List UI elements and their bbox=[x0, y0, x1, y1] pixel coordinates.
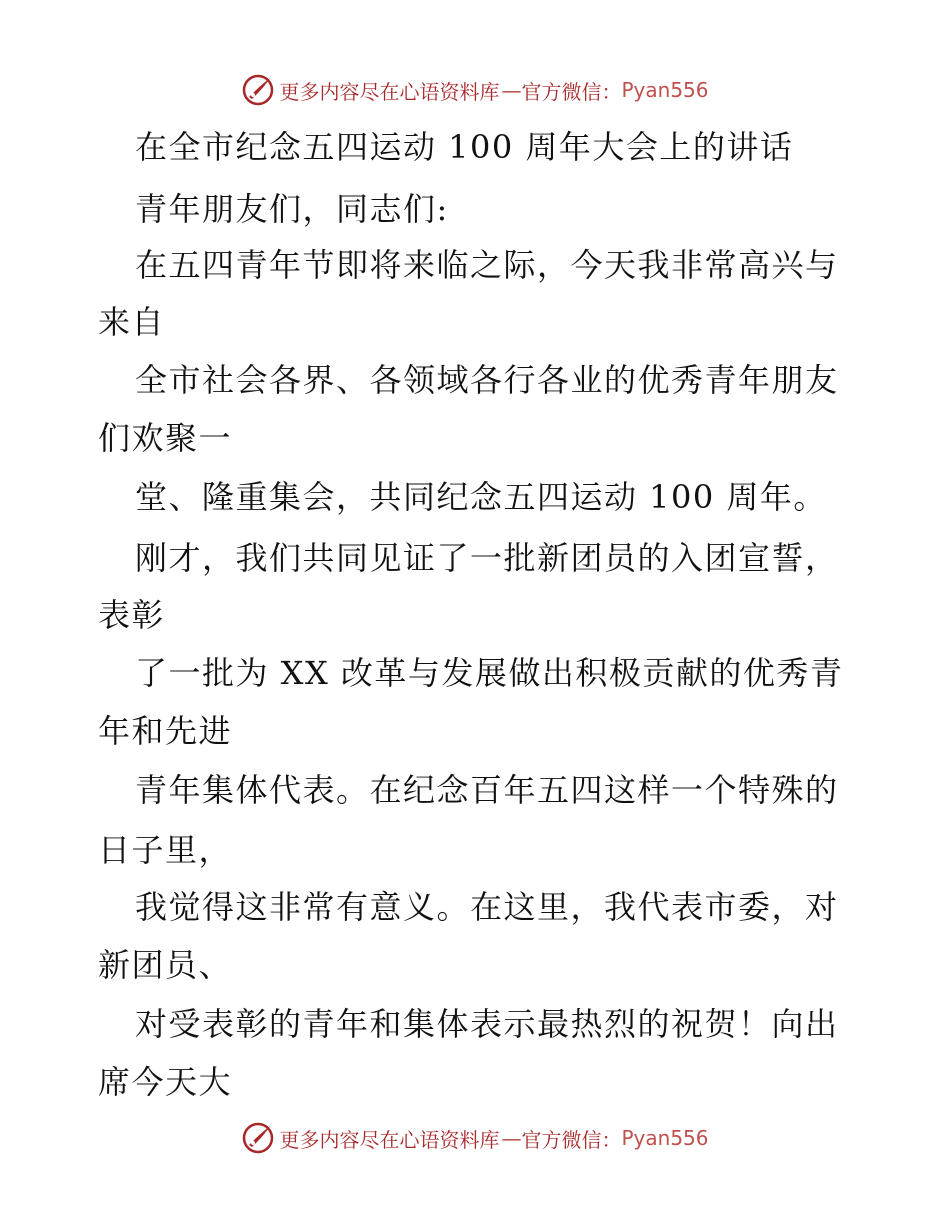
quill-logo-icon bbox=[241, 1121, 275, 1155]
text-line: 日子里， bbox=[98, 831, 233, 869]
banner-main-text: 更多内容尽在心语资料库 bbox=[279, 79, 500, 104]
footer-banner bbox=[0, 1118, 950, 1158]
text-line: 青年朋友们，同志们: bbox=[135, 190, 449, 228]
banner-wechat-handle: Pyan556 bbox=[621, 78, 709, 102]
text-line: 们欢聚一 bbox=[98, 419, 233, 457]
text-line: 我觉得这非常有意义。在这里，我代表市委，对 bbox=[135, 888, 839, 926]
text-line: 了一批为 XX 改革与发展做出积极贡献的优秀青 bbox=[135, 654, 844, 692]
banner-main-text: 更多内容尽在心语资料库 bbox=[279, 1127, 500, 1152]
banner-sub-text: 官方微信： bbox=[521, 79, 622, 104]
header-banner bbox=[0, 70, 950, 110]
text-line: 青年集体代表。在纪念百年五四这样一个特殊的 bbox=[135, 771, 839, 809]
text-line: 年和先进 bbox=[98, 712, 233, 750]
text-line: 新团员、 bbox=[98, 946, 233, 984]
text-line: 对受表彰的青年和集体表示最热烈的祝贺！向出 bbox=[135, 1005, 839, 1043]
text-line: 堂、隆重集会，共同纪念五四运动 100 周年。 bbox=[135, 478, 827, 516]
text-line: 席今天大 bbox=[98, 1063, 233, 1101]
banner-dash: — bbox=[501, 1126, 520, 1150]
text-line: 刚才，我们共同见证了一批新团员的入团宣誓， bbox=[135, 539, 839, 577]
banner-wechat-handle: Pyan556 bbox=[621, 1126, 709, 1150]
text-line: 来自 bbox=[98, 303, 166, 341]
text-line: 表彰 bbox=[98, 596, 166, 634]
text-line: 在五四青年节即将来临之际，今天我非常高兴与 bbox=[135, 246, 839, 284]
banner-sub-text: 官方微信： bbox=[521, 1127, 622, 1152]
speech-title: 在全市纪念五四运动 100 周年大会上的讲话 bbox=[135, 128, 794, 166]
quill-logo-icon bbox=[241, 73, 275, 107]
banner-dash: — bbox=[501, 78, 520, 102]
text-line: 全市社会各界、各领域各行各业的优秀青年朋友 bbox=[135, 361, 839, 399]
